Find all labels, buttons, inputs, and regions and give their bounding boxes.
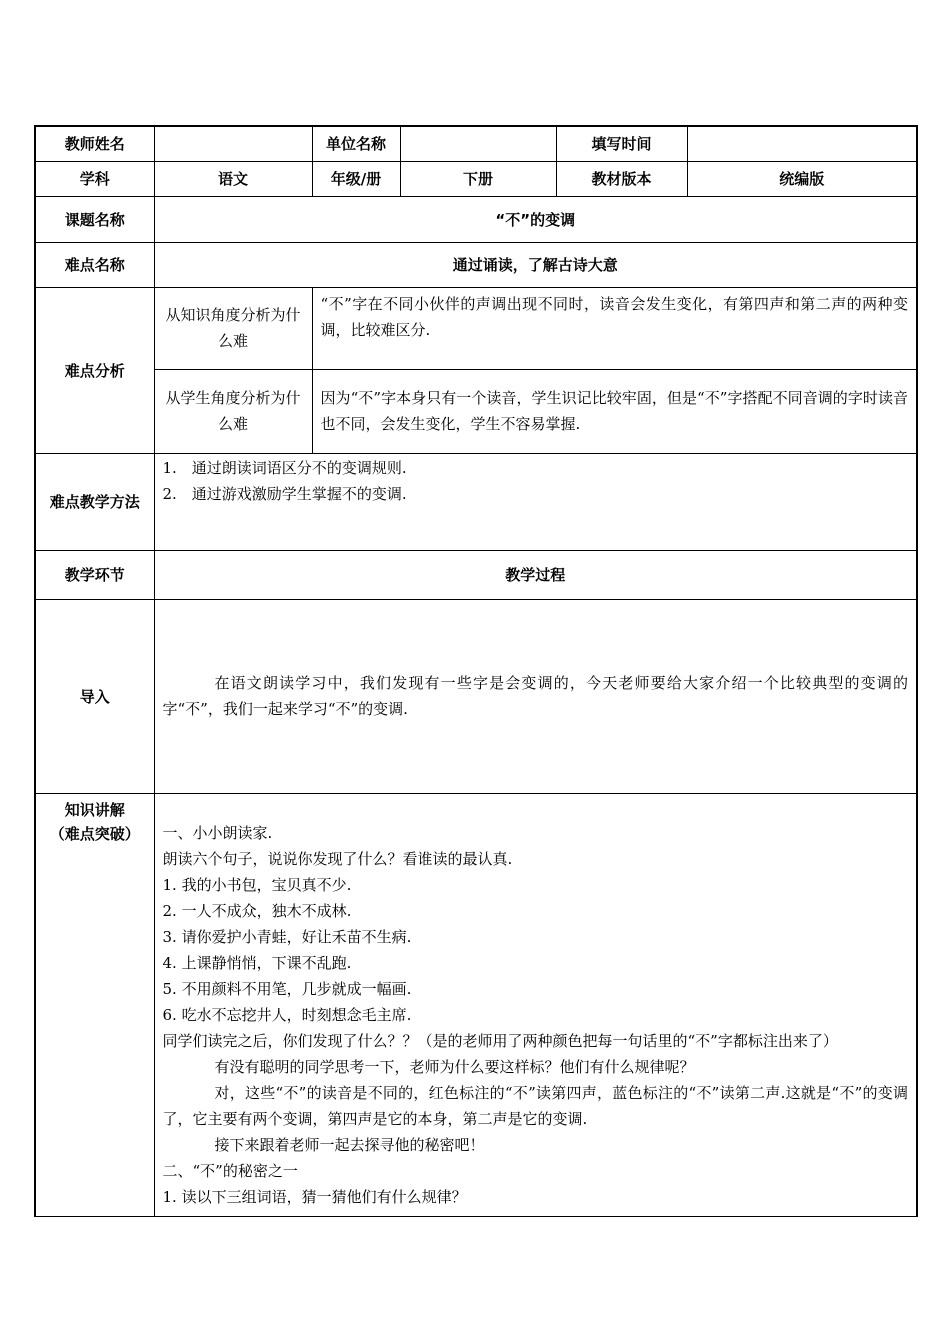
section2-item: 1. 读以下三组词语，猜一猜他们有什么规律？	[162, 1187, 467, 1206]
section1-title: 一、小小朗读家.	[162, 823, 273, 842]
section2-title: 二、“不”的秘密之一	[162, 1161, 298, 1180]
next-step: 接下来跟着老师一起去探寻他的秘密吧！	[214, 1135, 485, 1154]
knowledge-content	[154, 793, 917, 1216]
knowledge-row	[35, 793, 917, 1216]
lesson-plan-table	[34, 125, 918, 1217]
analysis-knowledge-row	[35, 287, 917, 369]
edition-value: 统编版	[687, 161, 917, 196]
method-item: 2. 通过游戏激励学生掌握不的变调.	[162, 484, 407, 503]
analysis-knowledge-text: “不”字在不同小伙伴的声调出现不同时，读音会发生变化，有第四声和第二声的两种变调，比较难区分.	[312, 287, 917, 369]
header-row-1	[35, 126, 917, 161]
unit-name-label: 单位名称	[312, 126, 400, 161]
edition-label: 教材版本	[556, 161, 687, 196]
methods-row	[35, 453, 917, 550]
think-question: 有没有聪明的同学思考一下，老师为什么要这样标？他们有什么规律呢？	[214, 1057, 695, 1076]
methods-list	[154, 453, 917, 550]
section1-prompt: 朗读六个句子，说说你发现了什么？看谁读的最认真.	[162, 849, 513, 868]
intro-text: 在语文朗读学习中，我们发现有一些字是会变调的，今天老师要给大家介绍一个比较典型的变调的字“不”，我们一起来学习“不”的变调.	[154, 599, 917, 793]
intro-row	[35, 599, 917, 793]
topic-row	[35, 196, 917, 242]
sentence-item: 6. 吃水不忘挖井人，时刻想念毛主席.	[162, 1005, 412, 1024]
analysis-student-row	[35, 369, 917, 453]
sentence-item: 4. 上课静悄悄，下课不乱跑.	[162, 953, 352, 972]
sentence-item: 2. 一人不成众，独木不成林.	[162, 901, 352, 920]
unit-name-value	[400, 126, 556, 161]
analysis-student-text: 因为“不”字本身只有一个读音，学生识记比较牢固，但是“不”字搭配不同音调的字时读音也不同，会发生变化，学生不容易掌握.	[312, 369, 917, 453]
analysis-label: 难点分析	[35, 287, 154, 453]
analysis-knowledge-label: 从知识角度分析为什么难	[154, 287, 312, 369]
grade-value: 下册	[400, 161, 556, 196]
fill-date-label: 填写时间	[556, 126, 687, 161]
teacher-name-value	[154, 126, 312, 161]
knowledge-label-line1: 知识讲解	[64, 800, 125, 819]
process-header-row	[35, 550, 917, 599]
analysis-student-label: 从学生角度分析为什么难	[154, 369, 312, 453]
explanation: 对，这些“不”的读音是不同的，红色标注的“不”读第四声，蓝色标注的“不”读第二声.这就是“不”的变调了，它主要有两个变调，第四声是它的本身，第二声是它的变调.	[162, 1083, 908, 1128]
intro-label: 导入	[35, 599, 154, 793]
subject-label: 学科	[35, 161, 154, 196]
sentence-item: 1. 我的小书包，宝贝真不少.	[162, 875, 352, 894]
process-header: 教学过程	[154, 550, 917, 599]
topic-value: “不”的变调	[154, 196, 917, 242]
methods-label: 难点教学方法	[35, 453, 154, 550]
sentence-item: 3. 请你爱护小青蛙，好让禾苗不生病.	[162, 927, 412, 946]
subject-value: 语文	[154, 161, 312, 196]
fill-date-value	[687, 126, 917, 161]
stage-header: 教学环节	[35, 550, 154, 599]
grade-label: 年级/册	[312, 161, 400, 196]
knowledge-label-line2: （难点突破）	[49, 824, 140, 843]
sentence-item: 5. 不用颜料不用笔，几步就成一幅画.	[162, 979, 412, 998]
discovery-question: 同学们读完之后，你们发现了什么？？（是的老师用了两种颜色把每一句话里的“不”字都标注出来了）	[162, 1031, 838, 1050]
header-row-2	[35, 161, 917, 196]
difficulty-row	[35, 242, 917, 287]
teacher-name-label: 教师姓名	[35, 126, 154, 161]
method-item: 1. 通过朗读词语区分不的变调规则.	[162, 458, 407, 477]
difficulty-value: 通过诵读，了解古诗大意	[154, 242, 917, 287]
difficulty-label: 难点名称	[35, 242, 154, 287]
topic-label: 课题名称	[35, 196, 154, 242]
knowledge-label	[35, 793, 154, 1216]
